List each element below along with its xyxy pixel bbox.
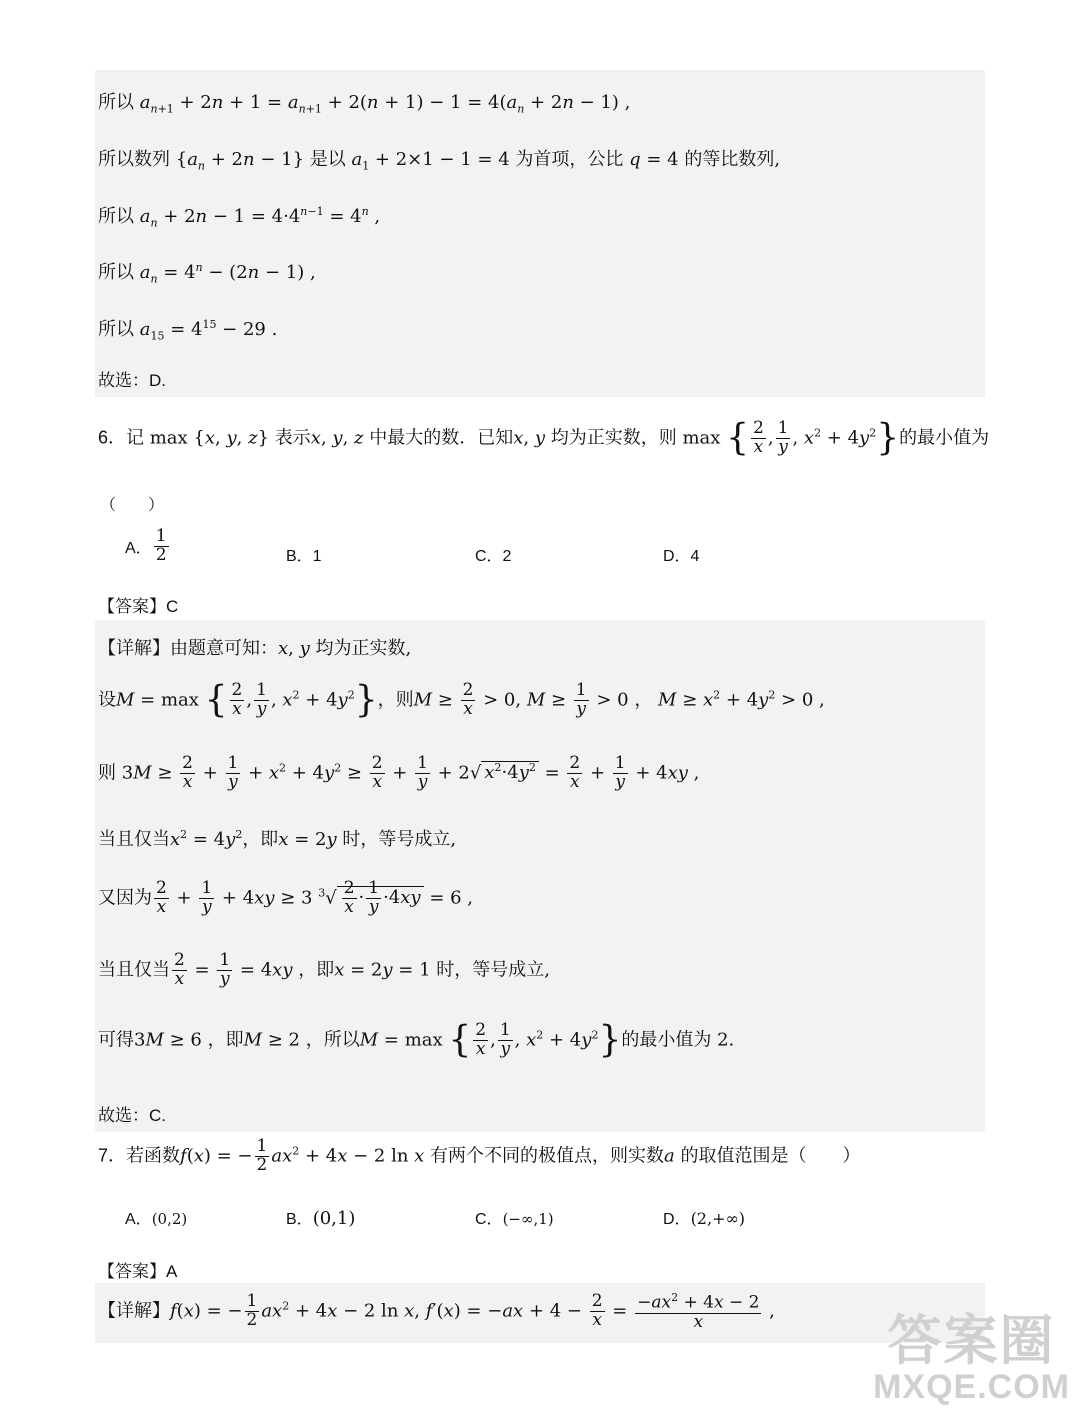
- sol6-line-2: 设M = max { $\frac{2}{x}$ , $\frac{1}{y}$ , $x^2 + 4y^2$}，则M ≥ $\frac{2}{x}$ > 0, M ≥ $\frac{1}{y}$ > 0 ， $M \ge x^2 + 4y^2 > 0$ ,: [98, 679, 825, 721]
- sol6-line-3: 则 3M ≥ $\frac{2}{x}$ + $\frac{1}{y}$ + $x^2 + 4y^2$ ≥ $\frac{2}{x}$ + $\frac{1}{y}$ + 2√ $x^2\cdot 4y^2$ = $\frac{2}{x}$ + $\frac{1}{y}$ + 4xy ,: [98, 753, 700, 792]
- sol5-line-3: 所以 $a_n + 2n - 1 = 4\cdot 4^{n-1} = 4^n$ ,: [98, 205, 381, 230]
- q6-option-a[interactable]: A． $\frac{1}{2}$: [125, 526, 167, 565]
- q7-option-a[interactable]: A．(0,2): [125, 1210, 188, 1228]
- q6-option-d[interactable]: D．4: [663, 548, 700, 565]
- sol5-line-4: 所以 $a_n = 4^n - (2n - 1)$ ,: [98, 261, 316, 286]
- sol6-line-7: 可得3M ≥ 6 ，即M ≥ 2 ，所以M = max { $\frac{2}{x}$ , $\frac{1}{y}$ , $x^2 + 4y^2$}的最小值为 2.: [98, 1019, 735, 1061]
- q7-option-c[interactable]: C．(−∞,1): [475, 1210, 554, 1228]
- q7-option-d[interactable]: D．(2,+∞): [663, 1209, 746, 1228]
- sol6-line-1: 【详解】由题意可知：x, y 均为正实数,: [98, 638, 412, 659]
- q7-answer: 【答案】A: [98, 1262, 178, 1281]
- q6-option-b[interactable]: B．1: [286, 548, 322, 565]
- sol6-line-6: 当且仅当 $\frac{2}{x}$ = $\frac{1}{y}$ = 4xy ，即x = 2y = 1 时，等号成立,: [98, 950, 550, 989]
- solution-block-5: [95, 70, 985, 397]
- sol5-line-1: 所以 $a_{n+1} + 2n + 1 = a_{n+1} + 2(n + 1) - 1 = 4(a_n + 2n - 1)$ ,: [98, 92, 631, 116]
- sol5-line-2: 所以数列 $\{a_n + 2n - 1\}$ 是以 $a_1 + 2\times 1 - 1 = 4$ 为首项，公比 q = 4 的等比数列,: [98, 149, 781, 173]
- site-watermark: 答案圈 MXQE.COM: [873, 1311, 1070, 1406]
- q6-answer: 【答案】C: [98, 597, 179, 616]
- sol6-conclusion: 故选：C.: [98, 1106, 166, 1125]
- question-7-stem: 7．若函数f(x) = − $\frac{1}{2}$ $ax^2 + 4x - 2$ ln x 有两个不同的极值点，则实数a 的取值范围是（ ）: [98, 1136, 861, 1175]
- q7-option-b[interactable]: B．(0,1): [286, 1208, 356, 1229]
- q6-option-c[interactable]: C．2: [475, 548, 512, 565]
- sol6-line-5: 又因为 $\frac{2}{x}$ + $\frac{1}{y}$ + 4xy ≥ 3 $^3$√ $\frac{2}{x}$ · $\frac{1}{y}$ ·4xy = 6 ,: [98, 878, 474, 917]
- sol6-line-4: 当且仅当$x^2 = 4y^2$，即x = 2y 时，等号成立,: [98, 828, 457, 850]
- question-6-paren: （ ）: [100, 495, 165, 514]
- question-6-stem: 6．记 max {x, y, z} 表示x, y, z 中最大的数．已知x, y 均为正实数，则 max { $\frac{2}{x}$ , $\frac{1}{y}$ , $x^2 + 4y^2$}的最小值为: [98, 417, 990, 459]
- sol5-conclusion: 故选：D.: [98, 371, 166, 390]
- sol5-line-5: 所以 $a_{15} = 4^{15} - 29$ .: [98, 318, 278, 343]
- sol7-line-1: 【详解】f(x) = − $\frac{1}{2}$ $ax^2 + 4x - 2$ ln x, f′(x) = −ax + 4 − $\frac{2}{x}$ = $\frac{-ax^2 + 4x - 2}{x}$ ,: [98, 1291, 775, 1332]
